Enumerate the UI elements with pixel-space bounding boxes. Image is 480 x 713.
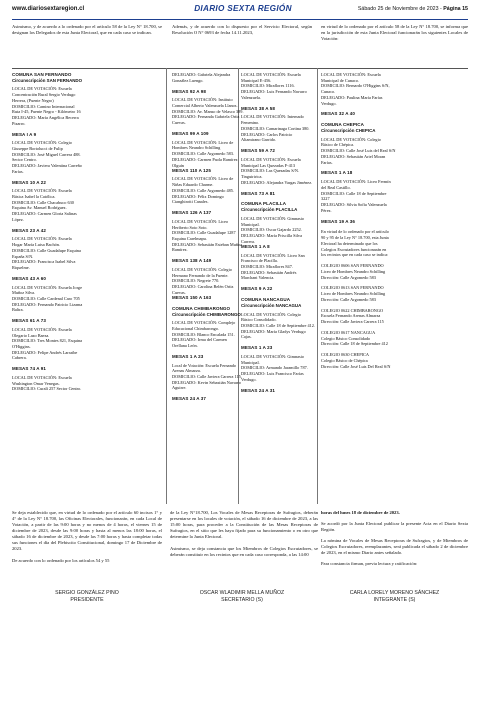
entry-line: Tinguiririca. [241, 173, 263, 179]
entry-line: LOCAL DE VOTACIÓN: Instituto [172, 97, 233, 103]
entry-line: Dirección: Calle Argomedo 583 [321, 274, 376, 280]
intro-paragraph-2: Además, y de acuerdo con lo dispuesto por el Servicio Electoral, según Resolución O N° 0693 de fecha 14.11.2023, [172, 24, 312, 35]
entry-line: Municipal E-456. [241, 77, 272, 83]
entry-line: DELEGADO: Felipe Andrés Larraibe [12, 349, 78, 355]
entry-line: 3227 [321, 196, 330, 202]
intro-paragraph-1: Asimismo, y de acuerdo a lo ordenado por el artículo 58 de la Ley N° 18.700, se designan los Delegados de esta Junta Electoral, que en cada caso se indican. [12, 24, 162, 35]
mesa-entry [321, 170, 471, 213]
office-hours-paragraph: Se deja establecido que, en virtud de lo ordenado por el artículo 60 incisos 1° y 4° de la Ley N° 18.700, las Oficinas Electorales, funcionarán, en cada Local de Votación, a partir de las 9:00 horas y no menos de 4 horas, el viernes 15 de diciembre de 2023, desde las 9:00 horas y hasta al menos las 18:00 horas, el sábado 16 de diciembre de 2023, y desde las 7:00 horas y hasta completar todas sus funciones el día del Plebiscito Constitucional, domingo 17 de Diciembre de 2023. [12, 510, 162, 551]
header-rule [12, 19, 468, 20]
entry-line: DELEGADO: Carmen Paola Ramírez Olguín [172, 156, 238, 168]
entry-line: COLEGIO 0630 CHEPICA [321, 352, 369, 358]
entry-line: DELEGADO: Sebastián Andrés [241, 269, 297, 275]
mesa-entry [12, 132, 162, 175]
entry-line: Hogar María Luisa Bachón. [12, 242, 60, 248]
entry-title: MESAS 10 A 22 [12, 179, 46, 185]
mesa-entry [12, 228, 162, 271]
entry-line: DOMICILIO: Calle Argomedo 583. [172, 151, 234, 157]
entry-title: MESAS 73 A 81 [241, 190, 275, 196]
comuna-section [241, 297, 316, 340]
entry-line: LOCAL DE VOTACIÓN: Internado [241, 114, 304, 120]
entry-line: DELEGADO: Luis Fernando Navarro [241, 89, 307, 95]
entry-line: LOCAL DE VOTACIÓN: Escuela [241, 156, 301, 162]
colegios-paragraph: Asimismo, se deja constancia que los Miembros de Colegios Escrutadores, se deberán constituir en los recintos que en cada caso corresponda, a las 14:00 [170, 546, 318, 557]
entry-line: O'Higgins. [12, 344, 31, 349]
signature-block [172, 590, 312, 604]
signatory-role: PRESIDENTE [70, 597, 104, 603]
mesa-entry [241, 72, 316, 101]
entry-line: DOMICILIO: Av. Manso de Velasco 389. [172, 108, 244, 114]
mesa-entry [321, 352, 471, 369]
entry-line: En virtud de lo ordenado por el artículo [321, 229, 389, 235]
entry-line: DOMICILIO: Calle 18 de Septiembre [321, 190, 387, 196]
entry-line: DOMICILIO: Miraflores 1116. [241, 83, 295, 89]
entry-line: LOCAL DE VOTACIÓN: Colegio [172, 266, 232, 272]
entry-line: Cianghirotti Canales. [172, 199, 209, 205]
entry-line: DELEGADO: Silvia Sofía Valenzuela [321, 201, 387, 207]
entry-line: Municipal. [241, 359, 260, 365]
entry-line: Ramírez. [172, 247, 188, 253]
entry-line: Escuela Fernando Arenas Almarza [321, 313, 381, 319]
entry-line: Cunaco. [321, 89, 336, 95]
entry-title: MESAS 61 A 73 [12, 318, 46, 324]
entry-line: DELEGADO: Javiera Valentina Carreño [12, 163, 82, 169]
entry-line: Electoral ha determinado que los [321, 240, 378, 246]
entry-line: DOMICILIO: Calle Guadalupe Esquina [12, 247, 81, 253]
entry-title: MESAS 24 A 31 [241, 387, 275, 393]
entry-line: DELEGADO: Paulina María Farías [321, 94, 383, 100]
mesa-entry [321, 111, 471, 117]
entry-line: DELEGADO: Kevin Sebastián Navarro [172, 379, 241, 385]
entry-title: COMUNA CHEPICA [321, 122, 364, 128]
entry-line: Dirección: Calle 18 de Septiembre 412 [321, 341, 388, 347]
mesa-entry [321, 285, 471, 302]
entry-title: MESAS 19 A 36 [321, 218, 355, 224]
entry-line: DOMICILIO: Calle José Luis del Real S/N [321, 148, 396, 154]
page-number: Página 15 [443, 6, 468, 12]
entry-line: Valenzuela. [241, 94, 261, 100]
footer-column-1 [12, 510, 162, 564]
comuna-section [172, 306, 247, 349]
entry-line: DOMICILIO: Calle Cardenal Caro 705 [12, 295, 80, 301]
mesa-entry [321, 308, 471, 325]
mesa-entry [321, 72, 471, 106]
mesa-entry [321, 263, 471, 280]
entry-line: DOMICILIO: Las Quezadas S/N. [241, 168, 299, 174]
entry-title: MESAS 1 A 8 [241, 243, 270, 249]
page-header [12, 6, 468, 20]
entry-line: del Real Castillo. [321, 184, 351, 190]
entry-line: Municipal. [241, 221, 260, 227]
entry-line: Farías. [321, 159, 333, 165]
entry-subtitle: Circunscripción NANCAGUA [241, 302, 302, 308]
entry-line: Municipal Las Quezadas F-413 [241, 162, 296, 168]
entry-line: Francisco de Placilla. [241, 258, 278, 264]
entry-title: MESAS 24 A 37 [172, 396, 206, 402]
entry-line: DOMICILIO: Tres Montes 821, Esquina [12, 338, 83, 344]
entry-line: DELEGADO: Félix Domingo [172, 193, 224, 199]
date-line: horas del lunes 18 de diciembre de 2023. [321, 510, 400, 515]
entry-line: DOMICILIO: Negrete 770. [172, 278, 220, 284]
entry-line: Colegio Básico Consolidado [321, 335, 371, 341]
entry-title: MESAS 38 A 58 [241, 105, 275, 111]
nomina-paragraph: La nómina de Vocales de Mesas Receptoras de Sufragios, y de Miembros de Colegios Escrutadores, reemplazantes, será publicada el sábado 2 de diciembre de 2023, en el mismo Diario antes señalado. [321, 538, 468, 555]
mesa-entry [321, 229, 471, 258]
entry-line: Básico de Chépica. [321, 142, 355, 148]
entry-line: Esquina Carelmapu. [172, 235, 207, 241]
entry-line: LOCAL DE VOTACIÓN: Liceo Fermín [321, 179, 391, 185]
entry-line: Hermano Fernando de la Fuente. [172, 272, 229, 278]
mesa-entry [12, 180, 162, 223]
entry-line: Orellana León. [172, 343, 198, 349]
intro-paragraph-3: en virtud de lo ordenado por el artículo 58 de la Ley N° 18.700, se informa que en la jurisdicción de esta Junta Electoral funcionarán los siguientes Locales de Votación: [321, 24, 468, 41]
entry-line: LOCAL DE VOTACIÓN: Liceo San [241, 252, 305, 258]
entry-line: Municipal de Cunaco. [321, 77, 360, 83]
newspaper-logo: DIARIO SEXTA REGIÓN [194, 4, 292, 13]
entry-subtitle: Circunscripción PLACILLA [241, 207, 298, 213]
entry-line: LOCAL DE VOTACIÓN: Liceo de [172, 139, 234, 145]
mesa-entry [172, 295, 247, 301]
entry-line: Cabrera. [12, 355, 27, 361]
vocales-intro-paragraph: De acuerdo con lo ordenado por los artículos 54 y 55 [12, 558, 110, 563]
entry-line: DELEGADO: María Angélica Becerra [12, 114, 79, 120]
signature-block [321, 590, 468, 604]
entry-line: Dirección: Calle José Luis Del Real S/N [321, 363, 391, 369]
signatory-role: SECRETARIO (S) [221, 597, 263, 603]
mesa-entry [12, 276, 162, 313]
mesa-entry [241, 244, 316, 281]
entry-title: MESAS 43 A 60 [12, 275, 46, 281]
entry-line: LOCAL DE VOTACIÓN: Gimnasio [241, 353, 305, 359]
entry-line: Olegario Lazo Baeza. [12, 332, 50, 338]
entry-line: LOCAL DE VOTACIÓN: Colegio [12, 140, 72, 146]
entry-title: MESAS 74 A 91 [12, 366, 46, 372]
entry-line: Hombres Neandro Schilling [172, 145, 221, 151]
signatory-role: INTEGRANTE (S) [373, 597, 416, 603]
entry-line: LOCAL DE VOTACIÓN: Complejo [172, 320, 236, 326]
entry-line: DELEGADO: Fernanda Gabriela Ortiz [172, 114, 240, 120]
mesa-entry [241, 106, 316, 143]
entry-line: LOCAL DE VOTACIÓN: Escuela [12, 86, 72, 92]
entry-line: DOMICILIO: Blanco Encalada 151. [172, 331, 235, 337]
entry-line: Colegios Escrutadores funcionarán en [321, 246, 387, 252]
entry-title: MESAS 126 A 137 [172, 210, 212, 216]
mesa-entry [172, 89, 247, 126]
entry-subtitle: Circunscripción SAN FERNANDO [12, 77, 83, 83]
entry-line: Básico Consolidado. [241, 317, 277, 323]
entry-title: MESAS 110 A 125 [172, 167, 211, 173]
entry-line: Educacional Chimbarongo. [172, 325, 220, 331]
entry-line: DOMICILIO: Calle Javiera Carrera 115. [172, 374, 242, 379]
entry-line: Femenino. [241, 120, 260, 126]
entry-line: DELEGADO: Irma del Carmen [172, 337, 227, 343]
issue-date: Sábado 25 de Noviembre de 2023 - Página 15 [357, 6, 468, 12]
entry-line: DELEGADO: Alejandra Vargas Jiménez. [241, 179, 313, 185]
entry-line: LOCAL DE VOTACIÓN: Liceo [172, 218, 229, 224]
comuna-section [241, 201, 316, 244]
entry-line: DELEGADO: Gabriela Alejandra [172, 72, 231, 77]
entry-line: DELEGADO: Luis Francisco Farías [241, 371, 304, 376]
entry-line: Ruta I-45, Puente Negro - Kilómetro 16 [12, 109, 81, 115]
mesa-entry [172, 168, 247, 205]
entry-line: Pérez. [321, 207, 332, 213]
entry-title: MESAS 23 A 42 [12, 227, 46, 233]
entry-line: Sector Centro. [12, 157, 37, 163]
entry-line: DELEGADO: María Gladys Verdugo [241, 328, 306, 334]
entry-line: los recintos que en cada caso se indica: [321, 252, 389, 258]
entry-line: DELEGADO: Carmen Gloria Salinas [12, 211, 77, 217]
mesa-entry [172, 131, 247, 168]
entry-line: Liceo de Hombres Neandro Schilling [321, 268, 386, 274]
entry-line: Farías. [12, 168, 24, 174]
entry-line: Colegio Básico de Chépica [321, 358, 368, 363]
entry-line: DOMICILIO: Calle Argomedo 485. [172, 187, 234, 193]
entry-line: DELEGADO: Carlos Patricio [241, 131, 293, 137]
entry-line: LOCAL DE VOTACIÓN: Escuela [12, 326, 72, 332]
entry-line: LOCAL DE VOTACIÓN: Liceo de [172, 176, 234, 182]
entry-title: COMUNA SAN FERNANDO [12, 72, 72, 77]
entry-line: COLEGIO 0617 NANCAGUA [321, 330, 376, 335]
entry-subtitle: Circunscripción CHIMBARONGO [172, 311, 241, 317]
vocales-paragraph: de la Ley N°18.700, Los Vocales de Mesas Receptoras de Sufragios, deberán presentarse en los locales de votación, el sábado 16 de diciembre de 2023, a las 15:00 horas, para proceder a la Constitución de las Mesas Receptoras de Sufragios, en el sitio que les haya fijado para su funcionamiento o en otro que determine la Junta Electoral. [170, 510, 318, 539]
entry-line: DOMICILIO: Calle 18 de Septiembre 412. [241, 322, 315, 328]
entry-title: MESAS 1 A 23 [172, 353, 204, 359]
mesa-entry [172, 258, 247, 295]
entry-line: Cajas. [241, 334, 252, 340]
entry-line: Básica Isabel la Católica. [12, 194, 56, 199]
entry-line: DOMICILIO: Camarinaga Cortina 380. [241, 125, 310, 131]
entry-line: COLEGIO 0622 CHIMBARONGO [321, 307, 384, 313]
entry-line: DOMICILIO: Calle Guadalupe 1287 [172, 230, 236, 236]
entry-line: LOCAL DE VOTACIÓN: Escuela Jorge [12, 284, 82, 290]
entry-subtitle: Circunscripción CHEPICA [321, 128, 376, 133]
entry-line: DELEGADO: Carolina Belén Ortiz Cuevas. [172, 284, 234, 295]
entry-line: DOMICILIO: Miraflores 847. [241, 263, 293, 269]
entry-title: MESAS 9 A 22 [241, 286, 273, 292]
entry-title: MESAS 150 A 163 [172, 294, 212, 300]
mesa-entry [321, 330, 471, 347]
entry-title: MESA I A 9 [12, 131, 37, 137]
entry-line: Giuseppe Bortolucci de Fulip [12, 145, 63, 151]
entry-title: COMUNA PLACILLA [241, 201, 287, 207]
entry-line: DOMICILIO: Oscar Gajardo 2252. [241, 227, 302, 233]
entry-line: López. [12, 216, 24, 222]
signatory-name: CARLA LORELY MORENO SÁNCHEZ [349, 590, 440, 596]
mesa-entry [241, 388, 316, 394]
entry-line: Baltra. [12, 307, 24, 313]
footer-column-2 [170, 510, 318, 558]
entry-title: MESAS 59 A 72 [241, 148, 275, 154]
mesa-entry [241, 345, 316, 382]
entry-line: Aguirre. [172, 385, 187, 391]
comuna-section [321, 122, 471, 165]
constancia-paragraph: Para constancia firman, previa lectura y ratificación: [321, 561, 418, 566]
entry-line: DELEGADO: Sebastián Ariel Moran [321, 153, 386, 159]
entry-line: LOCAL DE VOTACIÓN: Gimnasio [241, 215, 305, 221]
entry-line: Altamirano Garrido. [241, 137, 277, 143]
entry-line: Heriberto Soto Soto. [172, 224, 208, 230]
entry-line: LOCAL DE VOTACIÓN: Escuela [12, 236, 72, 242]
footer-column-3 [321, 510, 468, 567]
mesa-entry [172, 210, 247, 253]
mesa-entry [241, 148, 316, 185]
entry-line: Herrera, (Puente Negro) [12, 97, 54, 103]
entry-title: MESAS 99 A 109 [172, 131, 209, 136]
entry-title: COMUNA NANCAGUA [241, 297, 291, 303]
entry-line: LOCAL DE VOTACIÓN: Escuela [321, 72, 381, 77]
entry-line: Niñas Eduardo Charme. [172, 182, 214, 188]
entry-line: Local de Votación: Escuela Fernando [172, 362, 237, 368]
signature-block [12, 590, 162, 604]
entry-line: Washington Omar Venegas. [12, 380, 60, 386]
entry-line: DELEGADO: Sebastián Esteban Muñoz [172, 241, 243, 247]
entry-line: Verdugo. [241, 376, 257, 382]
entry-line: LOCAL DE VOTACIÓN: Escuela [241, 72, 301, 77]
entry-line: Arenas Almarza. [172, 368, 201, 374]
entry-title: MESAS 1 A 23 [241, 345, 273, 351]
entry-line: Liceo de Hombres Neandro Schilling [321, 291, 386, 297]
entry-line: Dirección: Calle Javiera Carrera 115 [321, 319, 384, 325]
entry-line: DOMICILIO: Calle Chacabuco 630 [12, 199, 74, 205]
entry-line: Concentración Rural Sergio Verdugo [12, 92, 76, 98]
entry-line: LOCAL DE VOTACIÓN: Escuela [12, 375, 72, 380]
mesa-entry [172, 396, 247, 402]
entry-line: DOMICILIO: Curalí 257 Sector Centro. [12, 386, 82, 392]
entry-line: Riquelme. [12, 264, 30, 270]
entry-title: MESAS 92 A 98 [172, 88, 206, 94]
entry-line: España S/N. [12, 253, 34, 259]
entry-line: LOCAL DE VOTACIÓN: Escuela [12, 188, 72, 194]
entry-line: Esquina Av. Manuel Rodríguez. [12, 205, 67, 211]
entry-line: DOMICILIO: José Miguel Carrera 488. [12, 151, 81, 157]
publication-paragraph: Se acordó por la Junta Electoral publicar la presente Acta en el Diario Sexta Región. [321, 521, 468, 532]
entry-line: DOMICILIO: Armando Jaramillo 787. [241, 365, 308, 371]
signatory-name: SERGIO GONZÁLEZ PINO [55, 590, 119, 596]
entry-line: Dirección: Calle Argomedo 583 [321, 296, 376, 302]
section-divider [12, 68, 468, 69]
entry-line: DELEGADO: Francisca Isabel Silva [12, 259, 76, 265]
entry-line: Verdugo. [321, 100, 337, 106]
mesa-entry [241, 191, 316, 197]
mesa-entry [12, 318, 162, 361]
entry-line: COLEGIO 0606 SAN FERNANDO [321, 263, 384, 269]
mesa-entry [172, 354, 247, 391]
column-divider [317, 68, 318, 504]
comuna-section [12, 72, 162, 126]
column-divider [166, 68, 167, 504]
entry-line: Muñoz Silva. [12, 290, 36, 296]
entry-line: LOCAL DE VOTACIÓN: Colegio [241, 311, 301, 317]
signatory-name: OSCAR WLADIMIR MELLA MUÑOZ [199, 590, 285, 596]
entry-line: González Luengo. [172, 77, 204, 83]
mesa-entry [12, 366, 162, 392]
entry-title: MESAS 32 A 40 [321, 111, 355, 117]
site-url[interactable]: www.diariosextaregion.cl [12, 6, 85, 12]
entry-line: Pizarro. [12, 120, 26, 126]
entry-line: Cuevas. [172, 120, 186, 126]
mesa-entry [172, 72, 247, 83]
entry-line: Comercial Alberto Valenzuela Llanos. [172, 103, 238, 108]
entry-line: COLEGIO 0613 SAN FERNANDO [321, 285, 384, 291]
entry-title: MESAS 1 A 18 [321, 170, 353, 176]
entry-line: LOCAL DE VOTACIÓN: Colegio [321, 136, 381, 142]
entry-line: 90 y 95 de la Ley N° 18.700, esta Junta [321, 235, 389, 241]
entry-line: DOMICILIO: Camino Internacional [12, 103, 75, 109]
entry-title: MESAS 138 A 149 [172, 258, 212, 264]
entry-line: Marchant Valencia. [241, 275, 275, 281]
entry-line: DELEGADO: Fernando Patricio Lizama [12, 301, 83, 307]
mesa-entry [321, 219, 471, 225]
entry-line: DOMICILIO: Bernardo O'Higgins S/N, [321, 83, 390, 89]
entry-line: DELEGADO: María Priscilla Silva Carrera. [241, 232, 302, 244]
entry-title: COMUNA CHIMBARONGO [172, 305, 231, 311]
mesa-entry [241, 286, 316, 292]
